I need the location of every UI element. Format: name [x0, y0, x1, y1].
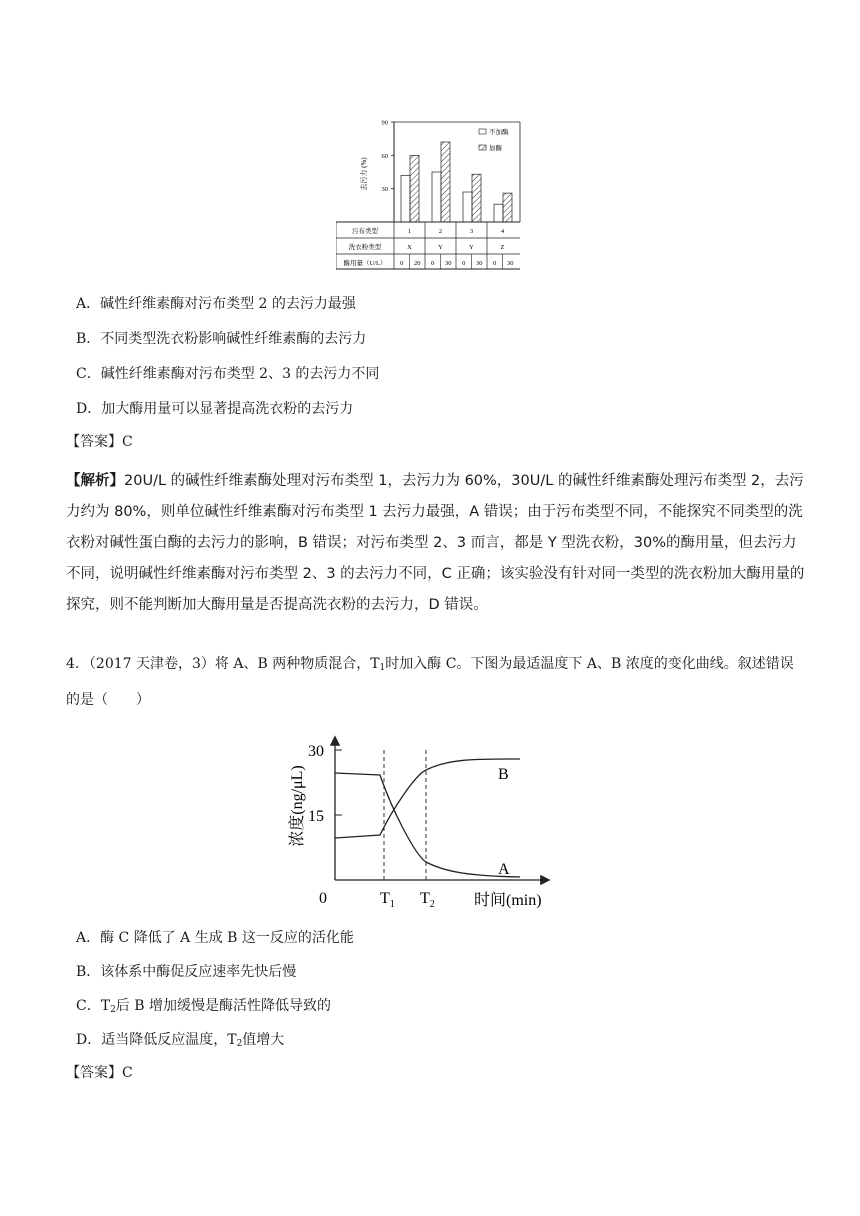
- dose-cell: 0: [431, 260, 435, 267]
- dose-cell: 0: [400, 260, 404, 267]
- row-label-cloth: 污布类型: [352, 228, 378, 235]
- cloth-type-cell: 1: [407, 228, 412, 235]
- y-axis-label: 浓度(ng/μL): [289, 765, 306, 847]
- row-label-powder: 洗衣粉类型: [348, 244, 382, 251]
- bar-no-enzyme: [494, 204, 503, 222]
- legend-label-enzyme: 加酶: [489, 145, 502, 152]
- x-tick-t1: $T_1$: [380, 890, 395, 910]
- legend-swatch-plain: [479, 129, 486, 134]
- y-tick-15: 15: [308, 808, 324, 825]
- cloth-type-cell: 4: [500, 228, 505, 235]
- dose-cell: 20: [414, 260, 421, 267]
- powder-type-cell: Z: [500, 244, 505, 251]
- analysis-label: 【解析】: [66, 473, 124, 489]
- curve-b: [335, 759, 520, 838]
- q4-option-b: B．该体系中酶促反应速率先快后慢: [76, 964, 297, 980]
- q3-option-b: B．不同类型洗衣粉影响碱性纤维素酶的去污力: [76, 331, 367, 347]
- curve-a-label: A: [498, 861, 510, 878]
- x-tick-t2: $T_2$: [420, 890, 435, 910]
- q4-stem: 4．（2017 天津卷，3）将 A、B 两种物质混合，$T_1$时加入酶 C。下图为最适温度下 A、B 浓度的变化曲线。叙述错误的是（ ）: [66, 656, 794, 708]
- concentration-line-chart: [280, 730, 570, 915]
- q4-answer: 【答案】C: [66, 1065, 133, 1081]
- bar-enzyme: [441, 142, 450, 222]
- x-axis-label: 时间(min): [474, 892, 542, 909]
- q3-option-d: D．加大酶用量可以显著提高洗衣粉的去污力: [76, 401, 354, 417]
- y-axis-label: 去污力 (%): [360, 157, 368, 191]
- q4-option-c: C．$T_2$后 B 增加缓慢是酶活性降低导致的: [76, 998, 331, 1015]
- dose-cell: 30: [476, 260, 483, 267]
- y-tick-label: 90: [381, 119, 388, 127]
- q3-option-c: C．碱性纤维素酶对污布类型 2、3 的去污力不同: [76, 366, 380, 382]
- legend-swatch-enzyme: [479, 145, 486, 150]
- analysis-text: 20U/L 的碱性纤维素酶处理对污布类型 1，去污力为 60%，30U/L 的碱性纤维素酶处理污布类型 2，去污力约为 80%，则单位碱性纤维素酶对污布类型 1 去污力最强，A 错误；由于污布类型不同，不能探究不同类型的洗衣粉对碱性蛋白酶的去污力的影响，B 错误；对污布类型 2、3 而言，都是 Y 型洗衣粉，30%的酶用量，但去污力不同，说明碱性纤维素酶对污布类型 2、3 的去污力不同，C 正确；该实验没有针对同一类型的洗衣粉加大酶用量的探究，则不能判断加大酶用量是否提高洗衣粉的去污力，D 错误。: [66, 473, 805, 613]
- curve-b-label: B: [498, 766, 509, 783]
- y-tick-30: 30: [308, 743, 324, 760]
- cloth-type-cell: 2: [438, 228, 443, 235]
- dose-cell: 0: [493, 260, 497, 267]
- legend-label-plain: 不加酶: [489, 129, 509, 136]
- powder-type-cell: Y: [469, 244, 474, 251]
- bar-no-enzyme: [463, 192, 472, 222]
- bar-enzyme: [472, 174, 481, 222]
- y-tick-label: 60: [381, 152, 388, 160]
- bar-enzyme: [503, 193, 512, 222]
- y-tick-label: 30: [381, 186, 388, 194]
- q3-answer: 【答案】C: [66, 434, 133, 450]
- bar-no-enzyme: [432, 172, 441, 222]
- bar-enzyme: [410, 155, 419, 222]
- condition-table: [336, 222, 520, 269]
- cloth-type-cell: 3: [469, 228, 474, 235]
- dose-cell: 0: [462, 260, 466, 267]
- q4-option-d: D．适当降低反应温度，$T_2$值增大: [76, 1032, 285, 1049]
- q4-option-a: A．酶 C 降低了 A 生成 B 这一反应的活化能: [76, 930, 354, 946]
- origin-label: 0: [319, 890, 327, 907]
- detergency-bar-chart: [336, 114, 532, 274]
- powder-type-cell: Y: [438, 244, 443, 251]
- bar-no-enzyme: [401, 175, 410, 222]
- powder-type-cell: X: [407, 244, 412, 251]
- curve-a: [335, 773, 520, 877]
- dose-cell: 30: [507, 260, 514, 267]
- q3-option-a: A．碱性纤维素酶对污布类型 2 的去污力最强: [76, 296, 356, 312]
- row-label-dose: 酶用量（U/L）: [343, 260, 387, 267]
- q3-analysis: [66, 466, 806, 621]
- dose-cell: 30: [445, 260, 452, 267]
